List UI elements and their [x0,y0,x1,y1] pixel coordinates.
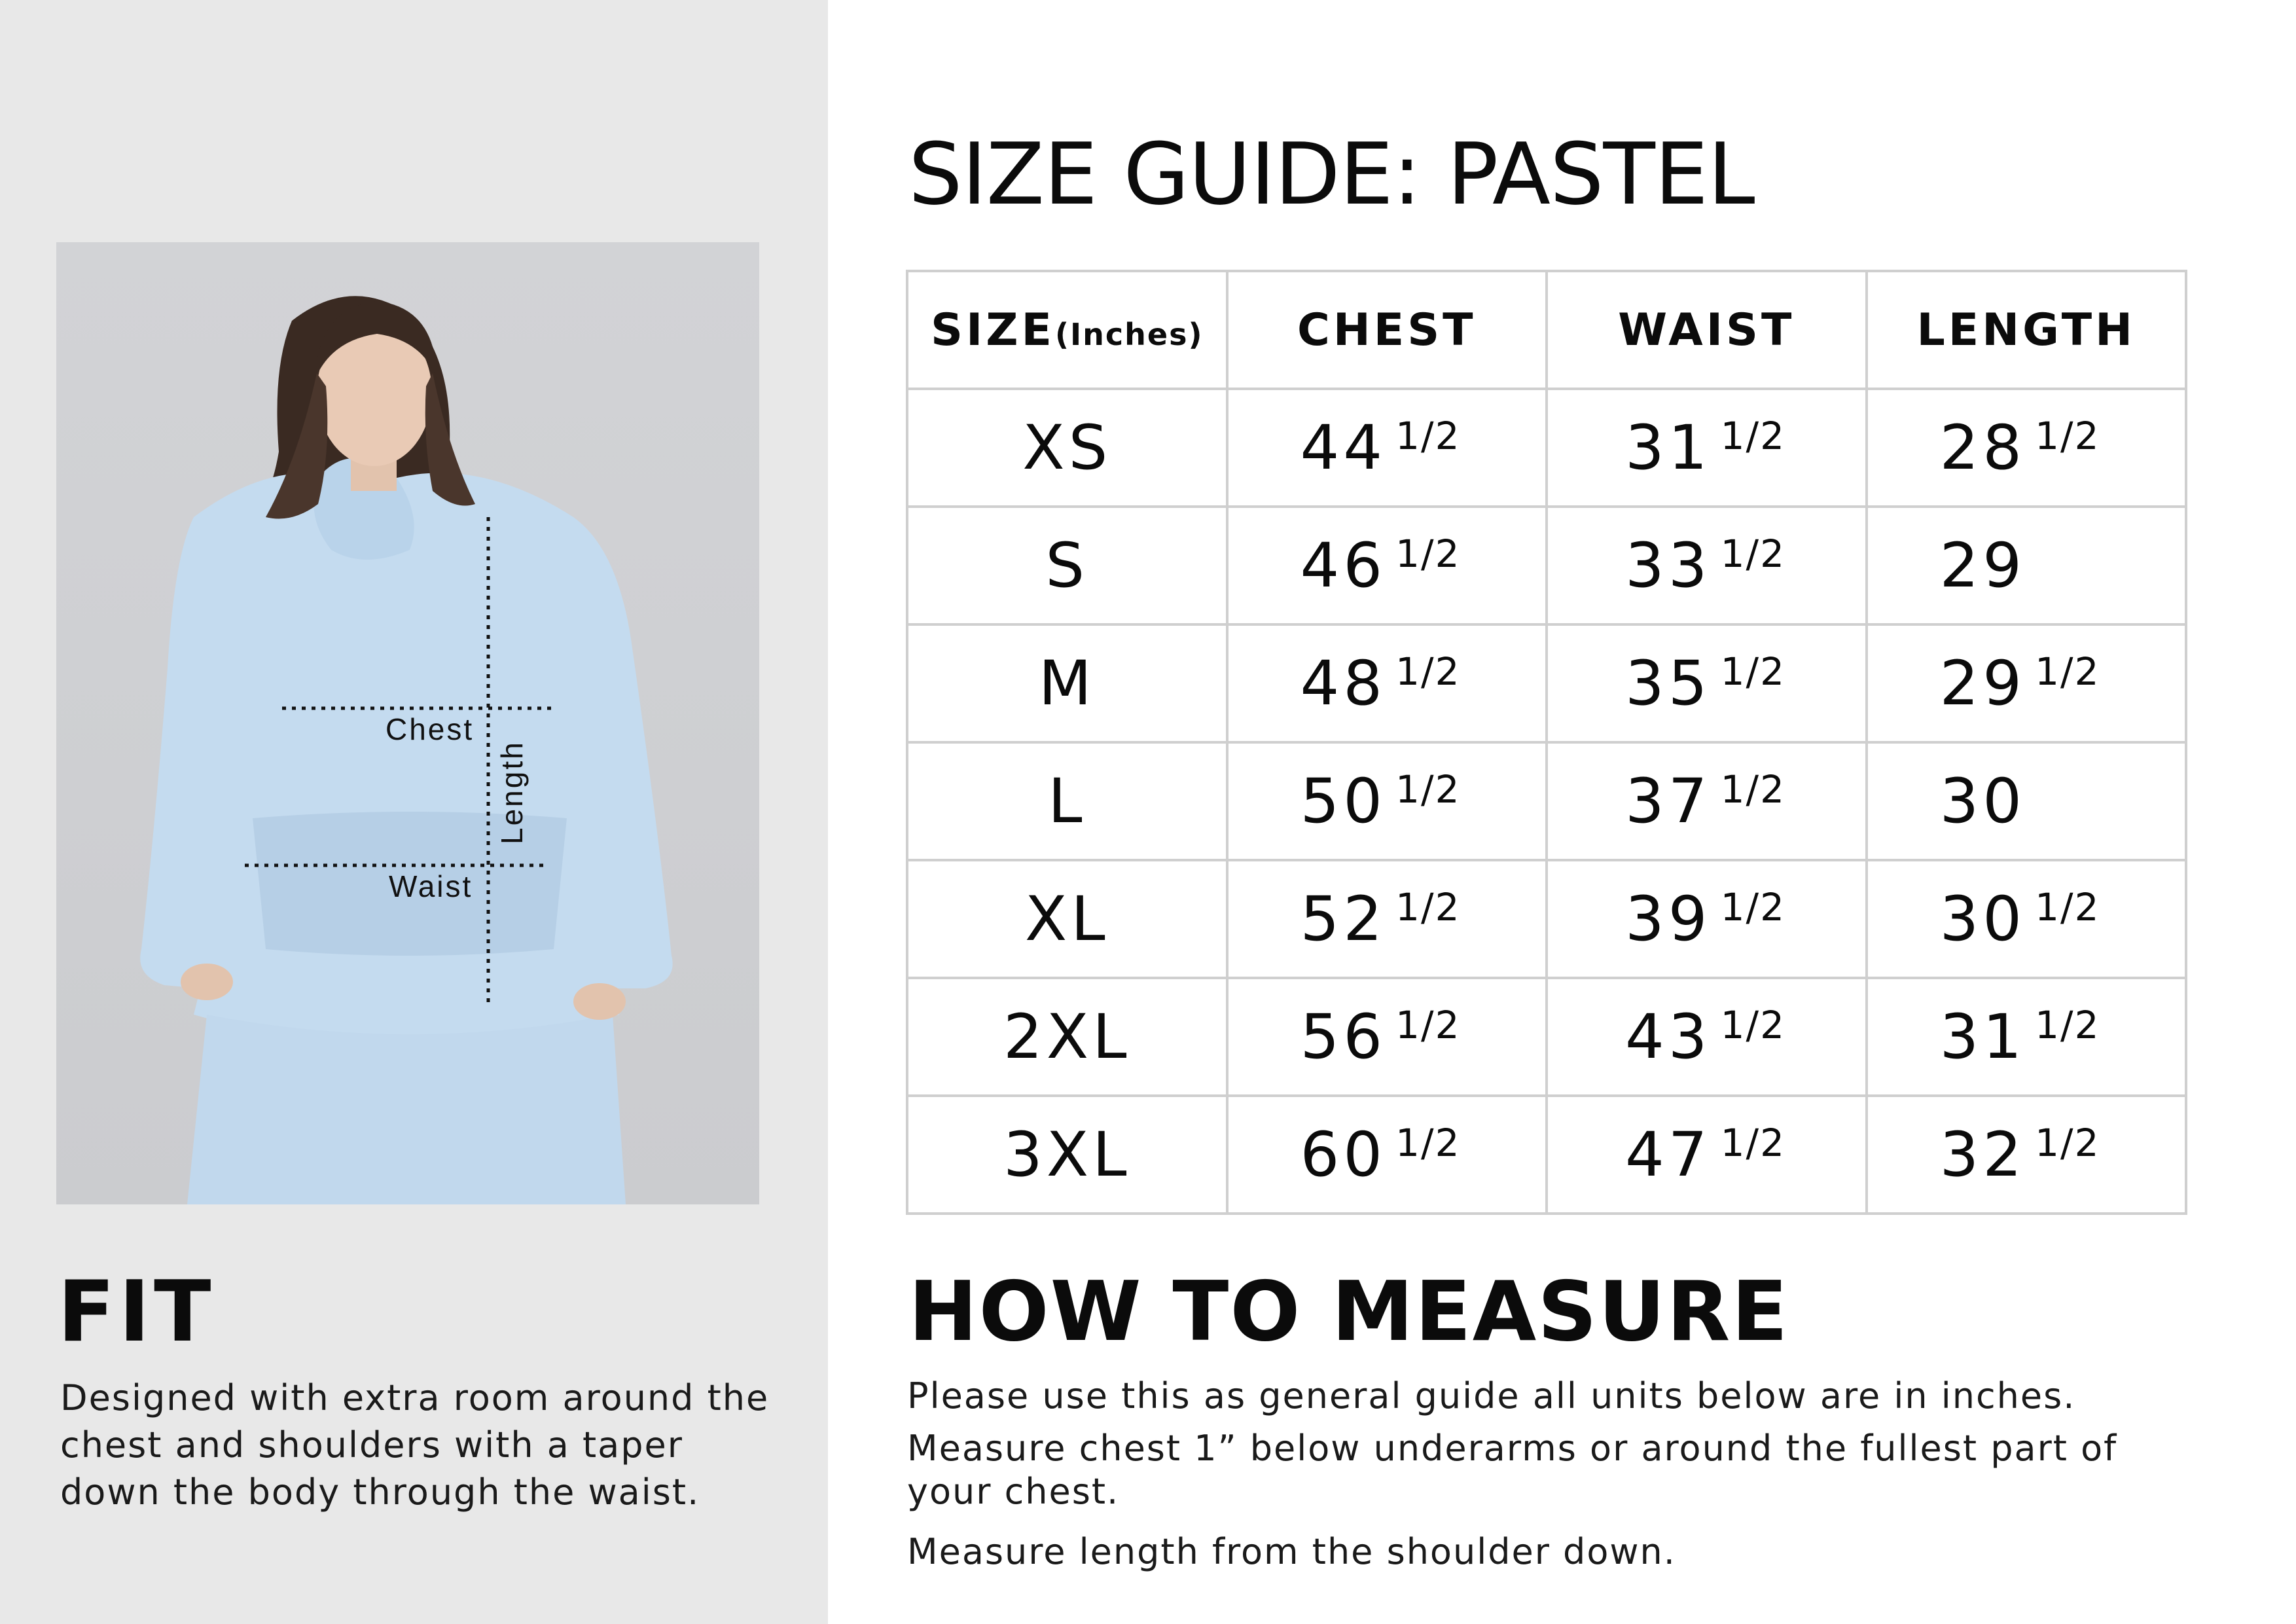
chest-fraction: 1/2 [1395,531,1461,576]
length-value: 29 [1939,647,2026,719]
table-row [907,1096,2186,1214]
model-illustration [56,242,759,1204]
waist-fraction: 1/2 [1720,1002,1785,1047]
length-cell [1867,978,2187,1096]
waist-cell [1547,742,1867,860]
waist-fraction: 1/2 [1720,884,1785,929]
left-panel [0,0,828,1624]
waist-cell [1547,860,1867,978]
length-cell [1867,742,2187,860]
waist-cell [1547,507,1867,624]
header-size [907,271,1227,389]
waist-value: 33 [1625,530,1712,602]
waist-cell [1547,978,1867,1096]
table-row [907,978,2186,1096]
length-fraction: 1/2 [2035,649,2100,694]
waist-cell [1547,389,1867,507]
length-value: 28 [1939,412,2026,484]
chest-cell [1227,978,1547,1096]
table-row [907,742,2186,860]
chest-cell [1227,389,1547,507]
waist-fraction: 1/2 [1720,767,1785,812]
table-row [907,507,2186,624]
length-cell [1867,507,2187,624]
length-fraction: 1/2 [2035,413,2100,458]
how-to-line-1: Please use this as general guide all units below are in inches. [907,1375,2076,1416]
chest-value: 60 [1300,1119,1387,1191]
length-label: Length [495,740,529,844]
waist-fraction: 1/2 [1720,413,1785,458]
how-to-measure-title: HOW TO MEASURE [908,1263,1789,1360]
header-chest: CHEST [1227,271,1547,389]
header-waist: WAIST [1547,271,1867,389]
chest-fraction: 1/2 [1395,413,1461,458]
waist-value: 35 [1625,647,1712,719]
length-cell [1867,860,2187,978]
size-table [906,270,2187,1215]
length-value: 30 [1939,883,2026,955]
size-cell: L [907,742,1227,860]
chest-value: 56 [1300,1001,1387,1073]
chest-fraction: 1/2 [1395,884,1461,929]
length-value: 30 [1939,765,2026,837]
size-cell: 3XL [907,1096,1227,1214]
length-cell [1867,389,2187,507]
chest-cell [1227,742,1547,860]
size-cell: XL [907,860,1227,978]
how-to-line-3: Measure length from the shoulder down. [907,1531,1676,1572]
waist-value: 37 [1625,765,1712,837]
chest-label: Chest [386,712,475,746]
fit-description: Designed with extra room around the chest and shoulders with a taper down the body through the waist. [60,1377,770,1513]
model-photo [56,242,759,1204]
fit-title: FIT [58,1263,215,1361]
chest-cell [1227,507,1547,624]
length-fraction: 1/2 [2035,1002,2100,1047]
size-cell: XS [907,389,1227,507]
waist-cell [1547,1096,1867,1214]
chest-value: 52 [1300,883,1387,955]
chest-cell [1227,860,1547,978]
header-length: LENGTH [1867,271,2187,389]
chest-fraction: 1/2 [1395,1120,1461,1165]
waist-cell [1547,624,1867,742]
waist-value: 31 [1625,412,1712,484]
chest-value: 46 [1300,530,1387,602]
size-cell: 2XL [907,978,1227,1096]
waist-fraction: 1/2 [1720,649,1785,694]
chest-value: 44 [1300,412,1387,484]
table-header-row [907,271,2186,389]
length-cell [1867,1096,2187,1214]
waist-value: 39 [1625,883,1712,955]
length-value: 29 [1939,530,2026,602]
waist-fraction: 1/2 [1720,1120,1785,1165]
length-value: 31 [1939,1001,2026,1073]
length-fraction: 1/2 [2035,884,2100,929]
length-cell [1867,624,2187,742]
page-title: SIZE GUIDE: PASTEL [908,124,1755,224]
waist-fraction: 1/2 [1720,531,1785,576]
table-row [907,624,2186,742]
size-cell: S [907,507,1227,624]
length-value: 32 [1939,1119,2026,1191]
chest-fraction: 1/2 [1395,649,1461,694]
table-row [907,389,2186,507]
waist-label: Waist [389,869,473,903]
chest-cell [1227,624,1547,742]
chest-cell [1227,1096,1547,1214]
how-to-line-2: Measure chest 1” below underarms or around the fullest part of your chest. [907,1428,2118,1512]
length-fraction: 1/2 [2035,1120,2100,1165]
chest-fraction: 1/2 [1395,767,1461,812]
chest-value: 48 [1300,647,1387,719]
chest-value: 50 [1300,765,1387,837]
waist-value: 47 [1625,1119,1712,1191]
table-row [907,860,2186,978]
waist-value: 43 [1625,1001,1712,1073]
chest-fraction: 1/2 [1395,1002,1461,1047]
size-cell: M [907,624,1227,742]
header-size-unit: (Inches) [1055,316,1204,352]
header-size-label: SIZE [930,304,1056,356]
